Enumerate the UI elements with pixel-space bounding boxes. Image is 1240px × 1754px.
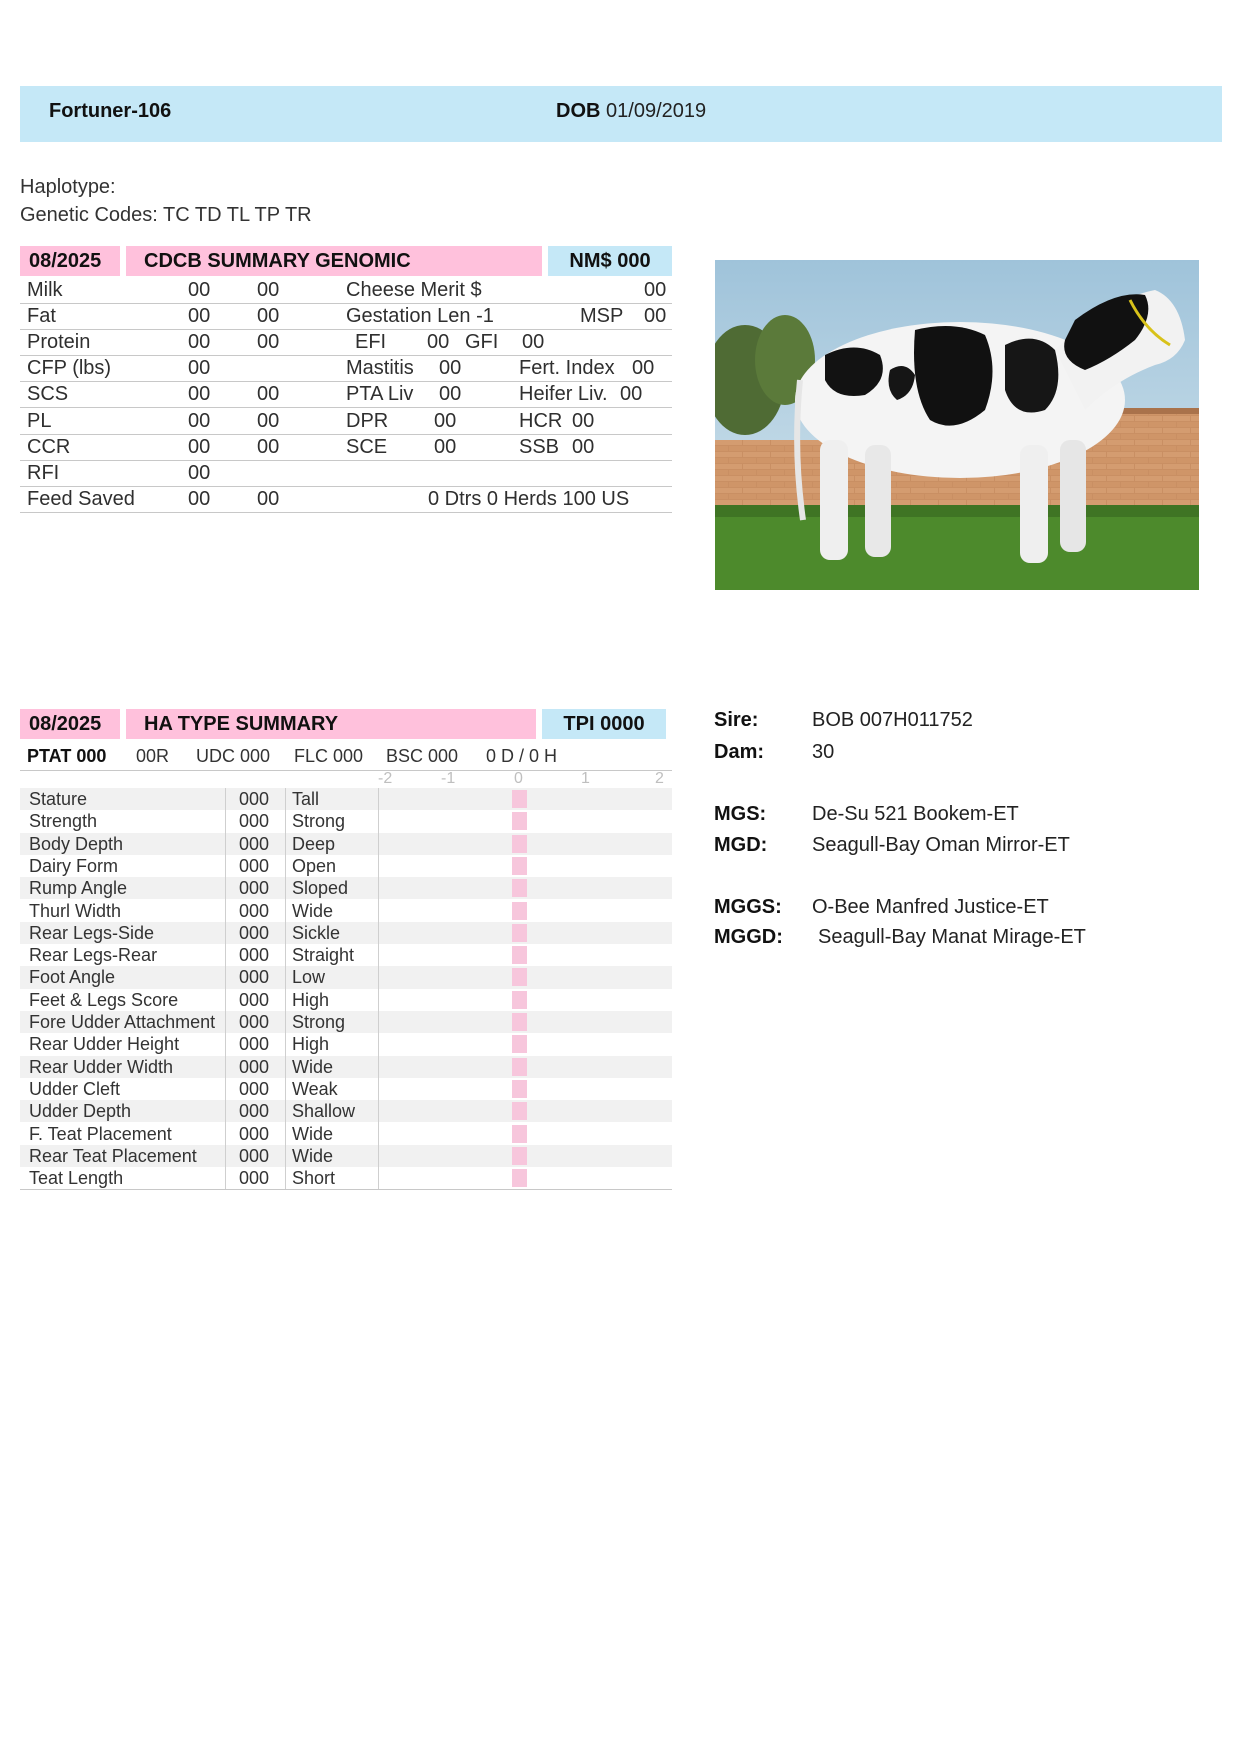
trait-value: 000 [239,1101,270,1122]
trait-label: SCS [27,383,69,406]
trait-label: SSB [519,435,560,458]
trait-bar [512,946,527,964]
type-trait-row [20,1100,672,1122]
dob-value: 01/09/2019 [606,100,707,122]
trait-label: MSP [580,305,624,328]
trait-label: GFI [465,331,499,354]
animal-name: Fortuner-106 [49,100,172,122]
trait-value: 00 [188,357,211,380]
type-trait-row [20,877,672,899]
trait-description: High [292,989,330,1010]
trait-label: Gestation Len -1 [346,305,494,328]
trait-name: Feet & Legs Score [29,989,179,1010]
genomic-row [20,277,672,304]
trait-value: 00 [644,305,667,328]
sire-label: Sire: [714,709,759,731]
trait-description: Wide [292,1056,334,1077]
trait-reliability: 00 [257,305,280,328]
trait-label: PL [27,409,52,432]
bull-photo [715,260,1199,590]
column-divider [285,788,286,1189]
genomic-row [20,434,672,461]
trait-bar [512,1169,527,1187]
trait-value: 000 [239,1168,270,1189]
type-scale [20,770,672,790]
trait-label: Heifer Liv. [519,383,608,406]
genomic-row [20,486,672,513]
scale-tick: -2 [378,770,393,787]
trait-name: Stature [29,789,88,809]
trait-value: 00 [644,279,667,301]
trait-name: F. Teat Placement [29,1123,172,1144]
mgs-label: MGS: [714,803,767,825]
type-table-bottom-rule [20,1189,672,1190]
trait-bar [512,857,527,875]
trait-label: EFI [355,331,387,354]
type-trait-row [20,1011,672,1033]
trait-label: Protein [27,331,91,354]
trait-value: 00 [620,383,643,406]
column-divider [225,788,226,1189]
trait-value: 000 [239,1034,270,1055]
type-trait-row [20,833,672,855]
trait-description: Shallow [292,1101,356,1122]
scale-tick: 2 [655,770,664,787]
trait-description: Sloped [292,878,349,899]
trait-value: 000 [239,811,270,832]
trait-value: 000 [239,1145,270,1166]
bsc-value: BSC 000 [386,746,459,766]
trait-bar [512,924,527,942]
dam-label: Dam: [714,741,765,763]
type-trait-row [20,1123,672,1145]
daughters-herds-count: 0 Dtrs 0 Herds 100 US [428,487,630,510]
trait-description: Wide [292,1123,334,1144]
trait-name: Udder Depth [29,1101,132,1122]
trait-description: Strong [292,811,346,832]
trait-value: 00 [572,435,595,458]
trait-name: Rear Udder Height [29,1034,180,1055]
trait-bar [512,1147,527,1165]
type-trait-row [20,788,672,810]
type-trait-row [20,1033,672,1055]
trait-value: 000 [239,855,270,876]
trait-value: 000 [239,989,270,1010]
trait-reliability: 00 [257,383,280,406]
trait-description: Open [292,855,337,876]
trait-value: 000 [239,945,270,966]
trait-reliability: 00 [257,331,280,354]
trait-description: Wide [292,900,334,921]
dam-name: 30 [812,741,835,763]
ptat-value: PTAT 000 [27,746,107,766]
type-trait-row [20,1167,672,1189]
trait-value: 00 [188,409,211,432]
trait-reliability: 00 [257,409,280,432]
trait-bar [512,835,527,853]
trait-label: Fat [27,305,56,328]
trait-value: 000 [239,789,270,809]
trait-value: 000 [239,900,270,921]
mggs-label: MGGS: [714,896,782,918]
trait-value: 00 [434,435,457,458]
trait-label: PTA Liv [346,383,414,406]
flc-value: FLC 000 [294,746,364,766]
genomic-row [20,303,672,330]
genomic-row [20,355,672,382]
trait-bar [512,812,527,830]
trait-value: 00 [572,409,595,432]
scale-tick: 1 [581,770,590,787]
trait-value: 00 [632,357,655,380]
trait-name: Teat Length [29,1168,124,1189]
trait-label: CFP (lbs) [27,357,112,380]
bull-photo-image [715,260,1199,590]
trait-value: 00 [427,331,450,354]
trait-bar [512,991,527,1009]
udc-value: UDC 000 [196,746,271,766]
daughters-herds: 0 D / 0 H [486,746,558,766]
haplotype: Haplotype: [20,176,116,198]
trait-bar [512,1058,527,1076]
type-trait-row [20,922,672,944]
trait-name: Body Depth [29,833,124,854]
trait-reliability: 00 [257,279,280,301]
trait-value: 00 [439,383,462,406]
tpi-value: TPI 0000 [542,709,666,739]
trait-value: 00 [439,357,462,380]
trait-label: Cheese Merit $ [346,279,482,301]
trait-name: Fore Udder Attachment [29,1012,216,1032]
genomic-row [20,408,672,435]
trait-label: DPR [346,409,389,432]
trait-label: Feed Saved [27,487,135,510]
trait-name: Foot Angle [29,967,116,988]
trait-value: 000 [239,833,270,854]
trait-description: Deep [292,833,336,854]
trait-label: SCE [346,435,388,458]
trait-description: Straight [292,945,355,966]
genomic-row [20,381,672,408]
type-trait-row [20,1056,672,1078]
type-trait-row [20,1145,672,1167]
trait-description: Weak [292,1078,338,1099]
trait-value: 000 [239,878,270,899]
mgd-name: Seagull-Bay Oman Mirror-ET [812,834,1070,856]
trait-name: Udder Cleft [29,1078,121,1099]
trait-reliability: 00 [257,435,280,458]
trait-value: 00 [188,305,211,328]
trait-label: Mastitis [346,357,414,380]
ptat-summary-line [20,744,672,771]
trait-value: 000 [239,1012,270,1032]
column-divider [378,788,379,1189]
trait-value: 00 [188,461,211,484]
trait-bar [512,1013,527,1031]
trait-value: 00 [188,383,211,406]
dob-label: DOB [556,100,601,122]
trait-bar [512,1125,527,1143]
genomic-title: CDCB SUMMARY GENOMIC [126,246,542,276]
trait-label: CCR [27,435,71,458]
type-title: HA TYPE SUMMARY [126,709,536,739]
reliability: 00R [136,746,170,766]
trait-value: 000 [239,1123,270,1144]
trait-value: 00 [522,331,545,354]
trait-value: 00 [188,331,211,354]
trait-value: 00 [434,409,457,432]
mggs-name: O-Bee Manfred Justice-ET [812,896,1049,918]
trait-label: Fert. Index [519,357,615,380]
type-date: 08/2025 [20,709,120,739]
trait-bar [512,1035,527,1053]
trait-bar [512,968,527,986]
trait-value: 000 [239,1056,270,1077]
trait-name: Rear Legs-Side [29,922,155,943]
type-trait-row [20,810,672,832]
type-trait-row [20,900,672,922]
trait-label: HCR [519,409,563,432]
trait-bar [512,1080,527,1098]
type-trait-row [20,855,672,877]
type-trait-row [20,944,672,966]
genomic-date: 08/2025 [20,246,120,276]
trait-bar [512,879,527,897]
trait-label: RFI [27,461,60,484]
genomic-row [20,460,672,487]
mggd-label: MGGD: [714,926,783,948]
trait-value: 000 [239,922,270,943]
genetic-codes: Genetic Codes: TC TD TL TP TR [20,204,312,226]
dob [556,100,706,123]
trait-name: Rear Legs-Rear [29,945,158,966]
trait-description: Low [292,967,326,988]
trait-description: Strong [292,1012,346,1032]
trait-value: 000 [239,967,270,988]
trait-name: Thurl Width [29,900,122,921]
mggd-name: Seagull-Bay Manat Mirage-ET [818,926,1086,948]
trait-description: High [292,1034,330,1055]
trait-value: 00 [188,435,211,458]
trait-description: Wide [292,1145,334,1166]
sire-name: BOB 007H011752 [812,709,973,731]
type-trait-row [20,1078,672,1100]
scale-tick: 0 [514,770,523,787]
genomic-row [20,329,672,356]
scale-tick: -1 [441,770,456,787]
trait-description: Short [292,1168,336,1189]
nm-dollar: NM$ 000 [548,246,672,276]
type-trait-row [20,966,672,988]
type-trait-row [20,989,672,1011]
trait-name: Rear Teat Placement [29,1145,197,1166]
trait-bar [512,902,527,920]
trait-label: Milk [27,279,63,301]
trait-name: Rump Angle [29,878,128,899]
trait-bar [512,790,527,808]
trait-name: Strength [29,811,98,832]
trait-value: 000 [239,1078,270,1099]
trait-bar [512,1102,527,1120]
trait-description: Sickle [292,922,341,943]
trait-reliability: 00 [257,487,280,510]
trait-value: 00 [188,279,211,301]
trait-name: Dairy Form [29,855,118,876]
mgs-name: De-Su 521 Bookem-ET [812,803,1019,825]
trait-name: Rear Udder Width [29,1056,174,1077]
mgd-label: MGD: [714,834,768,856]
trait-value: 00 [188,487,211,510]
trait-description: Tall [292,789,320,809]
